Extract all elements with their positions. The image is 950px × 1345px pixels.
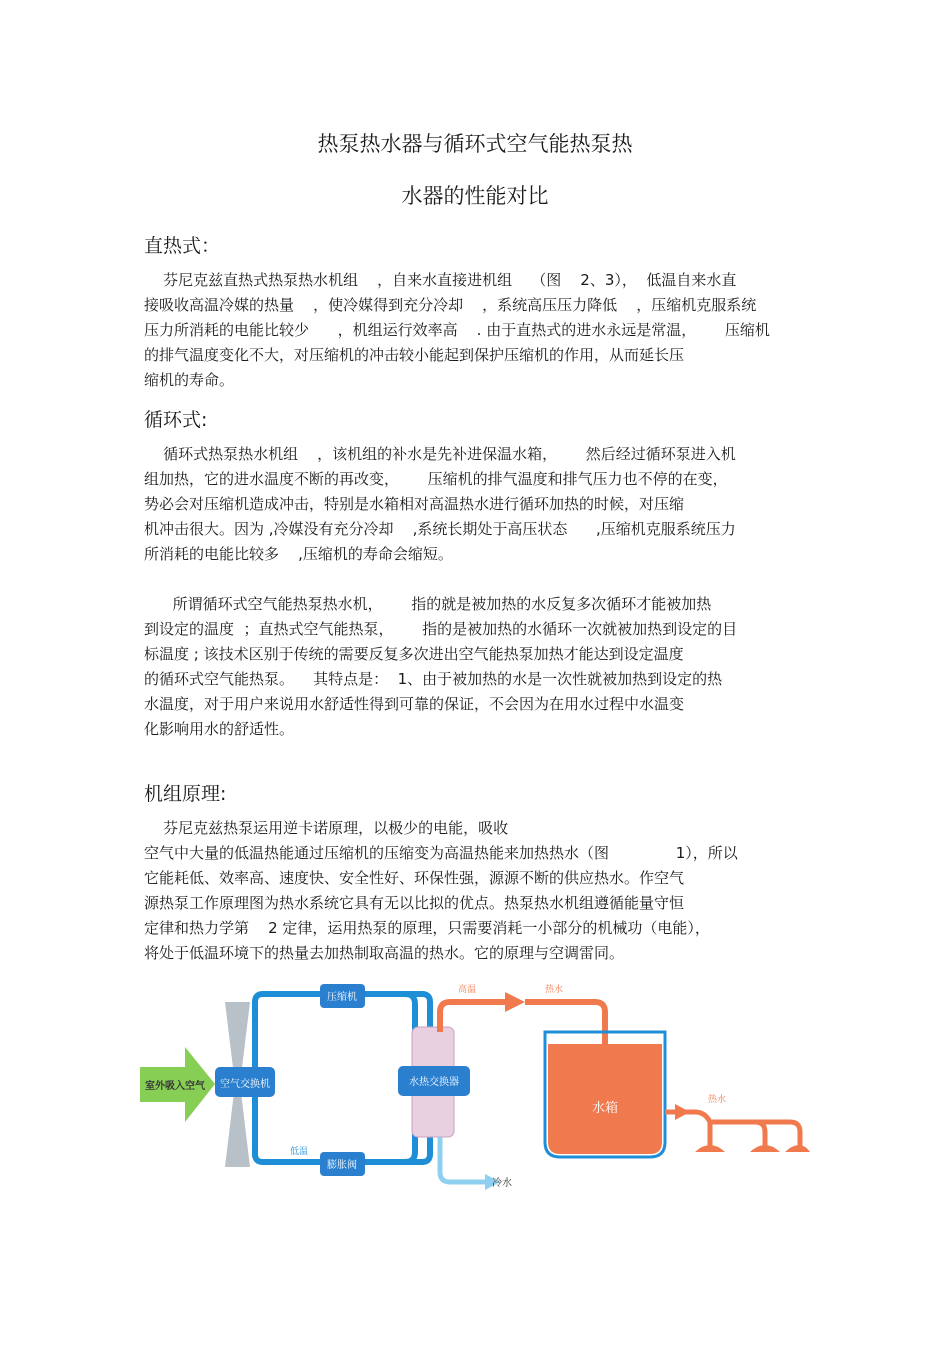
shower-head-icon [695,1145,725,1152]
paragraph-line: 空气中大量的低温热能通过压缩机的压缩变为高温热能来加热热水（图 1），所以 [144,844,738,862]
low-temp-label: 低温 [290,1147,309,1157]
paragraph-line: 机冲击很大。因为 ,冷媒没有充分冷却 ,系统长期处于高压状态 ,压缩机克服系统压力 [144,520,736,538]
paragraph-line: 源热泵工作原理图为热水系统它具有无以比拟的优点。热泵热水机组遵循能量守恒 [144,894,685,912]
heat-exchanger-label: 水热交换器 [409,1077,459,1088]
paragraph-line: 组加热，它的进水温度不断的再改变， 压缩机的排气温度和排气压力也不停的在变， [144,470,728,488]
outlet-arrow [675,1104,690,1120]
hot-water-label-2: 热水 [708,1095,727,1105]
air-exchanger-label: 空气交换机 [220,1079,270,1090]
paragraph-line: 接吸收高温冷媒的热量 ，使冷媒得到充分冷却 ，系统高压压力降低 ，压缩机克服系统 [144,296,757,314]
cold-water-label: 冷水 [492,1178,512,1189]
paragraph-line: 所消耗的电能比较多 ,压缩机的寿命会缩短。 [144,545,453,563]
tank-inlet-pipe [525,1002,605,1047]
hot-water-label-1: 热水 [545,985,564,995]
section-heading-principle: 机组原理: [144,783,227,805]
refrigerant-top-pipe [370,994,430,1032]
compressor-label: 压缩机 [327,992,357,1003]
tank-label: 水箱 [591,1101,619,1116]
paragraph-line: 势必会对压缩机造成冲击，特别是水箱相对高温热水进行循环加热的时候，对压缩 [144,495,685,513]
paragraph-line: 的循环式空气能热泵。 其特点是： 1、由于被加热的水是一次性就被加热到设定的热 [144,670,723,688]
paragraph-line: 所谓循环式空气能热泵热水机， 指的就是被加热的水反复多次循环才能被加热 [144,595,712,613]
paragraph-line: 定律和热力学第 2 定律，运用热泵的原理，只需要消耗一小部分的机械功（电能）， [144,919,710,937]
paragraph-line: 的排气温度变化不大，对压缩机的冲击较小能起到保护压缩机的作用，从而延长压 [144,346,685,364]
paragraph-line: 标温度 ; 该技术区别于传统的需要反复多次进出空气能热泵加热才能达到设定温度 [144,645,684,663]
shower-pipe [665,1112,800,1147]
section-heading-direct: 直热式： [144,235,221,257]
paragraph-line: 芬尼克兹热泵运用逆卡诺原理，以极少的电能，吸收 [144,819,509,837]
paragraph-line: 循环式热泵热水机组 ，该机组的补水是先补进保温水箱， 然后经过循环泵进入机 [144,445,736,463]
paragraph-line: 化影响用水的舒适性。 [144,720,295,738]
paragraph-line: 水温度，对于用户来说用水舒适性得到可靠的保证，不会因为在用水过程中水温变 [144,695,685,713]
paragraph-line: 缩机的寿命。 [144,371,235,389]
section-heading-cycle: 循环式: [144,409,208,431]
paragraph-line: 它能耗低、效率高、速度快、安全性好、环保性强，源源不断的供应热水。作空气 [144,869,685,887]
shower-head-icon [785,1145,810,1152]
document-title-line-2: 水器的性能对比 [401,184,549,208]
cold-water-pipe [440,1137,485,1182]
heat-pump-diagram [140,972,810,1202]
paragraph-line: 压力所消耗的电能比较少 ，机组运行效率高 . 由于直热式的进水永远是常温， 压缩机 [144,321,770,339]
water-tank-fill [548,1044,662,1154]
paragraph-line: 将处于低温环境下的热量去加热制取高温的热水。它的原理与空调雷同。 [144,944,625,962]
refrigerant-loop-pipe [255,1087,415,1162]
paragraph-line: 芬尼克兹直热式热泵热水机组 ，自来水直接进机组 （图 2、3）， 低温自来水直 [144,271,737,289]
document-title-line-1: 热泵热水器与循环式空气能热泵热 [317,132,633,156]
hot-water-arrow [505,992,525,1012]
shower-head-icon [750,1145,780,1152]
air-intake-label: 室外吸入空气 [145,1081,205,1092]
paragraph-line: 到设定的温度 ；直热式空气能热泵， 指的是被加热的水循环一次就被加热到设定的目 [144,620,738,638]
expansion-valve-label: 膨胀阀 [327,1160,357,1171]
high-temp-label: 高温 [458,985,477,995]
